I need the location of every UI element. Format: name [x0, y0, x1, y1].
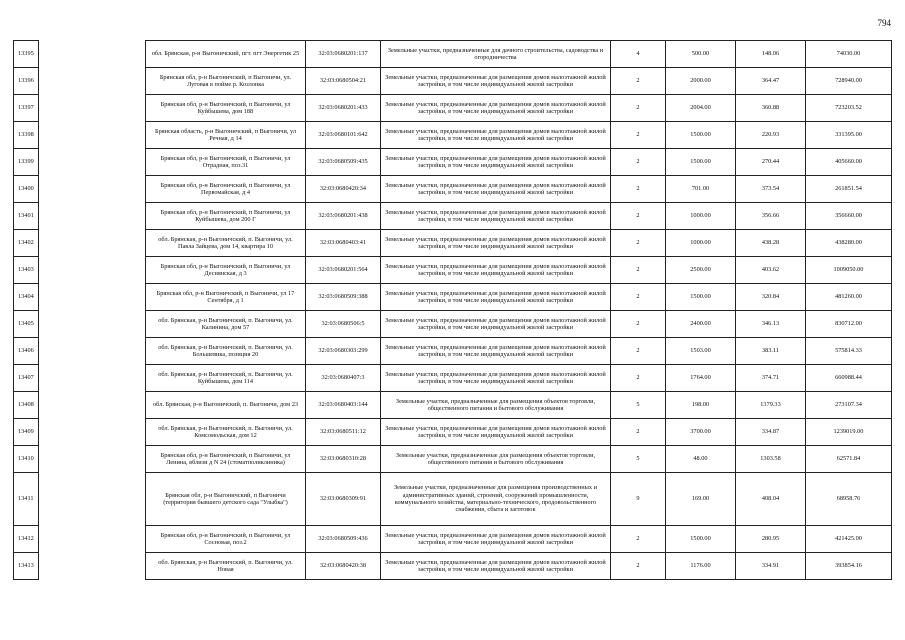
cadastral-value-cell: 356660.00 — [806, 203, 892, 230]
row-number: 13403 — [14, 257, 39, 284]
row-number: 13409 — [14, 419, 39, 446]
use-group-cell: 4 — [611, 41, 666, 68]
land-use-cell: Земельные участки, предназначенные для размещения домов малоэтажной жилой застройки, в том числе индивидуальной жилой застройки — [381, 553, 611, 580]
land-use-cell: Земельные участки, предназначенные для размещения домов малоэтажной жилой застройки, в том числе индивидуальной жилой застройки — [381, 419, 611, 446]
blank-column — [39, 311, 146, 338]
area-cell: 198.00 — [666, 392, 736, 419]
land-use-cell: Земельные участки, предназначенные для дачного строительства, садоводства и огородничества — [381, 41, 611, 68]
area-cell: 3700.00 — [666, 419, 736, 446]
use-group-cell: 2 — [611, 284, 666, 311]
use-group-cell: 2 — [611, 95, 666, 122]
cadastral-number-cell: 32:03:0680504:21 — [306, 68, 381, 95]
address-cell: обл. Брянская, р-н Выгоничский, п. Выгоничи, ул. Новая — [146, 553, 306, 580]
use-group-cell: 2 — [611, 230, 666, 257]
row-number: 13399 — [14, 149, 39, 176]
table-row — [14, 311, 892, 338]
cadastral-number-cell: 32:03:0680201:564 — [306, 257, 381, 284]
row-number: 13412 — [14, 526, 39, 553]
use-group-cell: 2 — [611, 419, 666, 446]
address-cell: Брянская обл, р-н Выгоничский, п Выгоничи, ул Куйбышева, дом 188 — [146, 95, 306, 122]
cadastral-number-cell: 32:03:0680509:436 — [306, 526, 381, 553]
land-use-cell: Земельные участки, предназначенные для размещения домов малоэтажной жилой застройки, в том числе индивидуальной жилой застройки — [381, 149, 611, 176]
cadastral-number-cell: 32:03:0680420:38 — [306, 553, 381, 580]
specific-value-cell: 270.44 — [736, 149, 806, 176]
specific-value-cell: 373.54 — [736, 176, 806, 203]
cadastral-value-cell: 830712.00 — [806, 311, 892, 338]
area-cell: 2004.00 — [666, 95, 736, 122]
address-cell: обл. Брянская, р-н Выгоничский, п. Выгоничи, ул. Калинина, дом 57 — [146, 311, 306, 338]
blank-column — [39, 203, 146, 230]
row-number: 13400 — [14, 176, 39, 203]
table-row — [14, 149, 892, 176]
blank-column — [39, 526, 146, 553]
table-row — [14, 392, 892, 419]
blank-column — [39, 95, 146, 122]
blank-column — [39, 68, 146, 95]
address-cell: Брянская обл, р-н Выгоничский, п Выгоничи, ул Куйбышева, дом 200 Г — [146, 203, 306, 230]
blank-column — [39, 257, 146, 284]
table-row — [14, 338, 892, 365]
specific-value-cell: 148.06 — [736, 41, 806, 68]
row-number: 13396 — [14, 68, 39, 95]
cadastral-value-cell: 728940.00 — [806, 68, 892, 95]
land-use-cell: Земельные участки, предназначенные для размещения домов малоэтажной жилой застройки, в том числе индивидуальной жилой застройки — [381, 122, 611, 149]
blank-column — [39, 338, 146, 365]
land-use-cell: Земельные участки, предназначенные для размещения домов малоэтажной жилой застройки, в том числе индивидуальной жилой застройки — [381, 176, 611, 203]
blank-column — [39, 553, 146, 580]
area-cell: 2400.00 — [666, 311, 736, 338]
specific-value-cell: 280.95 — [736, 526, 806, 553]
blank-column — [39, 41, 146, 68]
blank-column — [39, 419, 146, 446]
specific-value-cell: 220.93 — [736, 122, 806, 149]
table-row — [14, 41, 892, 68]
cadastral-number-cell: 32:03:0680201:137 — [306, 41, 381, 68]
land-use-cell: Земельные участки, предназначенные для размещения домов малоэтажной жилой застройки, в том числе индивидуальной жилой застройки — [381, 526, 611, 553]
cadastral-value-cell: 273107.34 — [806, 392, 892, 419]
area-cell: 2500.00 — [666, 257, 736, 284]
land-use-cell: Земельные участки, предназначенные для размещения объектов торговли, общественного питания и бытового обслуживания — [381, 392, 611, 419]
cadastral-number-cell: 32:03:0680506:5 — [306, 311, 381, 338]
use-group-cell: 2 — [611, 257, 666, 284]
specific-value-cell: 403.62 — [736, 257, 806, 284]
row-number: 13406 — [14, 338, 39, 365]
area-cell: 2000.00 — [666, 68, 736, 95]
blank-column — [39, 230, 146, 257]
table-row — [14, 95, 892, 122]
use-group-cell: 2 — [611, 203, 666, 230]
area-cell: 169.00 — [666, 473, 736, 526]
specific-value-cell: 374.71 — [736, 365, 806, 392]
table-row — [14, 68, 892, 95]
row-number: 13408 — [14, 392, 39, 419]
use-group-cell: 9 — [611, 473, 666, 526]
cadastral-number-cell: 32:03:0680511:12 — [306, 419, 381, 446]
cadastral-value-cell: 261851.54 — [806, 176, 892, 203]
land-use-cell: Земельные участки, предназначенные для размещения домов малоэтажной жилой застройки, в том числе индивидуальной жилой застройки — [381, 257, 611, 284]
land-use-cell: Земельные участки, предназначенные для размещения домов малоэтажной жилой застройки, в том числе индивидуальной жилой застройки — [381, 95, 611, 122]
cadastral-number-cell: 32:03:0680403:41 — [306, 230, 381, 257]
row-number: 13395 — [14, 41, 39, 68]
land-use-cell: Земельные участки, предназначенные для размещения домов малоэтажной жилой застройки, в том числе индивидуальной жилой застройки — [381, 284, 611, 311]
table-row — [14, 176, 892, 203]
use-group-cell: 5 — [611, 446, 666, 473]
cadastral-number-cell: 32:03:0680101:642 — [306, 122, 381, 149]
use-group-cell: 2 — [611, 365, 666, 392]
area-cell: 1500.00 — [666, 284, 736, 311]
blank-column — [39, 176, 146, 203]
area-cell: 1764.00 — [666, 365, 736, 392]
cadastral-value-cell: 62571.84 — [806, 446, 892, 473]
row-number: 13404 — [14, 284, 39, 311]
row-number: 13397 — [14, 95, 39, 122]
cadastral-value-cell: 660988.44 — [806, 365, 892, 392]
use-group-cell: 2 — [611, 338, 666, 365]
address-cell: Брянская обл, р-н Выгоничский, п Выгоничи, ул Первомайская, д 4 — [146, 176, 306, 203]
area-cell: 1000.00 — [666, 230, 736, 257]
address-cell: Брянская обл, р-н Выгоничский, п Выгоничи, ул 17 Сентября, д 1 — [146, 284, 306, 311]
specific-value-cell: 320.84 — [736, 284, 806, 311]
address-cell: Брянская обл, р-н Выгоничский, п Выгоничи, ул Ленина, вблизи д N 24 (стоматполиклиника) — [146, 446, 306, 473]
land-use-cell: Земельные участки, предназначенные для размещения домов малоэтажной жилой застройки, в том числе индивидуальной жилой застройки — [381, 230, 611, 257]
row-number: 13402 — [14, 230, 39, 257]
table-row — [14, 419, 892, 446]
cadastral-number-cell: 32:03:0680303:299 — [306, 338, 381, 365]
cadastral-value-cell: 331395.00 — [806, 122, 892, 149]
address-cell: Брянская обл, р-н Выгоничский, п Выгоничи, ул Отрадная, поз.31 — [146, 149, 306, 176]
address-cell: Брянская обл, р-н Выгоничский, п Выгоничи, ул Сосновая, поз.2 — [146, 526, 306, 553]
cadastral-number-cell: 32:03:0680420:34 — [306, 176, 381, 203]
specific-value-cell: 408.04 — [736, 473, 806, 526]
land-use-cell: Земельные участки, предназначенные для размещения домов малоэтажной жилой застройки, в том числе индивидуальной жилой застройки — [381, 365, 611, 392]
cadastral-value-cell: 405660.00 — [806, 149, 892, 176]
area-cell: 1500.00 — [666, 149, 736, 176]
use-group-cell: 2 — [611, 553, 666, 580]
area-cell: 1503.00 — [666, 338, 736, 365]
specific-value-cell: 383.11 — [736, 338, 806, 365]
cadastral-value-cell: 1239019.00 — [806, 419, 892, 446]
blank-column — [39, 149, 146, 176]
land-use-cell: Земельные участки, предназначенные для размещения домов малоэтажной жилой застройки, в том числе индивидуальной жилой застройки — [381, 311, 611, 338]
specific-value-cell: 364.47 — [736, 68, 806, 95]
area-cell: 701.00 — [666, 176, 736, 203]
table-row — [14, 473, 892, 526]
land-use-cell: Земельные участки, предназначенные для размещения домов малоэтажной жилой застройки, в том числе индивидуальной жилой застройки — [381, 68, 611, 95]
specific-value-cell: 360.88 — [736, 95, 806, 122]
specific-value-cell: 334.87 — [736, 419, 806, 446]
area-cell: 1500.00 — [666, 526, 736, 553]
cadastral-value-cell: 723203.52 — [806, 95, 892, 122]
area-cell: 500.00 — [666, 41, 736, 68]
specific-value-cell: 1379.33 — [736, 392, 806, 419]
use-group-cell: 2 — [611, 68, 666, 95]
address-cell: обл. Брянская, р-н Выгоничский, пгт. пгт Энергетик 25 — [146, 41, 306, 68]
specific-value-cell: 1303.58 — [736, 446, 806, 473]
address-cell: Брянская обл, р-н Выгоничский, п Выгоничи, ул. Луговая в пойме р. Козлонка — [146, 68, 306, 95]
row-number: 13410 — [14, 446, 39, 473]
table-row — [14, 257, 892, 284]
land-use-cell: Земельные участки, предназначенные для размещения объектов торговли, общественного питания и бытового обслуживания — [381, 446, 611, 473]
row-number: 13407 — [14, 365, 39, 392]
cadastral-number-cell: 32:03:0680509:435 — [306, 149, 381, 176]
address-cell: Брянская область, р-н Выгоничский, п Выгоничи, ул Речная, д 14 — [146, 122, 306, 149]
cadastral-value-cell: 74030.00 — [806, 41, 892, 68]
cadastral-number-cell: 32:03:0680509:388 — [306, 284, 381, 311]
address-cell: обл. Брянская, р-н Выгоничский, п. Выгоничи, дом 23 — [146, 392, 306, 419]
cadastral-number-cell: 32:03:0680310:28 — [306, 446, 381, 473]
address-cell: обл. Брянская, р-н Выгоничский, п. Выгоничи, ул. Куйбышева, дом 114 — [146, 365, 306, 392]
land-use-cell: Земельные участки, предназначенные для размещения производственных и административных зданий, строений, сооружений промышленности, коммунального хозяйства, материально-технического, продовольственного снабжения, сбыта и заготовок — [381, 473, 611, 526]
row-number: 13405 — [14, 311, 39, 338]
blank-column — [39, 473, 146, 526]
cadastral-number-cell: 32:03:0680201:438 — [306, 203, 381, 230]
address-cell: Брянская обл, р-н Выгоничский, п Выгоничи, ул Деснянская, д 3 — [146, 257, 306, 284]
cadastral-value-cell: 421425.00 — [806, 526, 892, 553]
address-cell: обл. Брянская, р-н Выгоничский, п. Выгоничи, ул. Комсомольская, дом 12 — [146, 419, 306, 446]
use-group-cell: 2 — [611, 122, 666, 149]
cadastral-value-cell: 575814.33 — [806, 338, 892, 365]
cadastral-value-cell: 438280.00 — [806, 230, 892, 257]
row-number: 13401 — [14, 203, 39, 230]
table-row — [14, 122, 892, 149]
specific-value-cell: 346.13 — [736, 311, 806, 338]
table-row — [14, 446, 892, 473]
cadastral-value-cell: 1009050.00 — [806, 257, 892, 284]
address-cell: обл. Брянская, р-н Выгоничский, п. Выгоничи, ул. Павла Зайцева, дом 14, квартира 10 — [146, 230, 306, 257]
area-cell: 1176.00 — [666, 553, 736, 580]
cadastral-number-cell: 32:03:0680201:433 — [306, 95, 381, 122]
area-cell: 48.00 — [666, 446, 736, 473]
blank-column — [39, 446, 146, 473]
page-number: 794 — [877, 18, 891, 28]
table-row — [14, 203, 892, 230]
cadastral-number-cell: 32:03:0680309:91 — [306, 473, 381, 526]
blank-column — [39, 365, 146, 392]
land-use-cell: Земельные участки, предназначенные для размещения домов малоэтажной жилой застройки, в том числе индивидуальной жилой застройки — [381, 338, 611, 365]
blank-column — [39, 122, 146, 149]
address-cell: Брянская обл, р-н Выгоничский, п Выгоничи (территория бывшего детского сада "Улыбка") — [146, 473, 306, 526]
land-use-cell: Земельные участки, предназначенные для размещения домов малоэтажной жилой застройки, в том числе индивидуальной жилой застройки — [381, 203, 611, 230]
specific-value-cell: 438.28 — [736, 230, 806, 257]
use-group-cell: 2 — [611, 176, 666, 203]
blank-column — [39, 392, 146, 419]
table-row — [14, 553, 892, 580]
cadastral-number-cell: 32:03:0680403:144 — [306, 392, 381, 419]
address-cell: обл. Брянская, р-н Выгоничский, п. Выгоничи, ул. Большевика, позиция 20 — [146, 338, 306, 365]
cadastral-value-cell: 393854.16 — [806, 553, 892, 580]
blank-column — [39, 284, 146, 311]
table-row — [14, 284, 892, 311]
table-row — [14, 230, 892, 257]
cadastral-value-cell: 481260.00 — [806, 284, 892, 311]
table-row — [14, 365, 892, 392]
use-group-cell: 5 — [611, 392, 666, 419]
cadastral-value-cell: 68958.76 — [806, 473, 892, 526]
use-group-cell: 2 — [611, 149, 666, 176]
row-number: 13411 — [14, 473, 39, 526]
area-cell: 1000.00 — [666, 203, 736, 230]
row-number: 13413 — [14, 553, 39, 580]
use-group-cell: 2 — [611, 311, 666, 338]
use-group-cell: 2 — [611, 526, 666, 553]
cadastral-value-table — [13, 40, 892, 580]
table-row — [14, 526, 892, 553]
cadastral-number-cell: 32:03:0680407:3 — [306, 365, 381, 392]
row-number: 13398 — [14, 122, 39, 149]
area-cell: 1500.00 — [666, 122, 736, 149]
specific-value-cell: 356.66 — [736, 203, 806, 230]
specific-value-cell: 334.91 — [736, 553, 806, 580]
